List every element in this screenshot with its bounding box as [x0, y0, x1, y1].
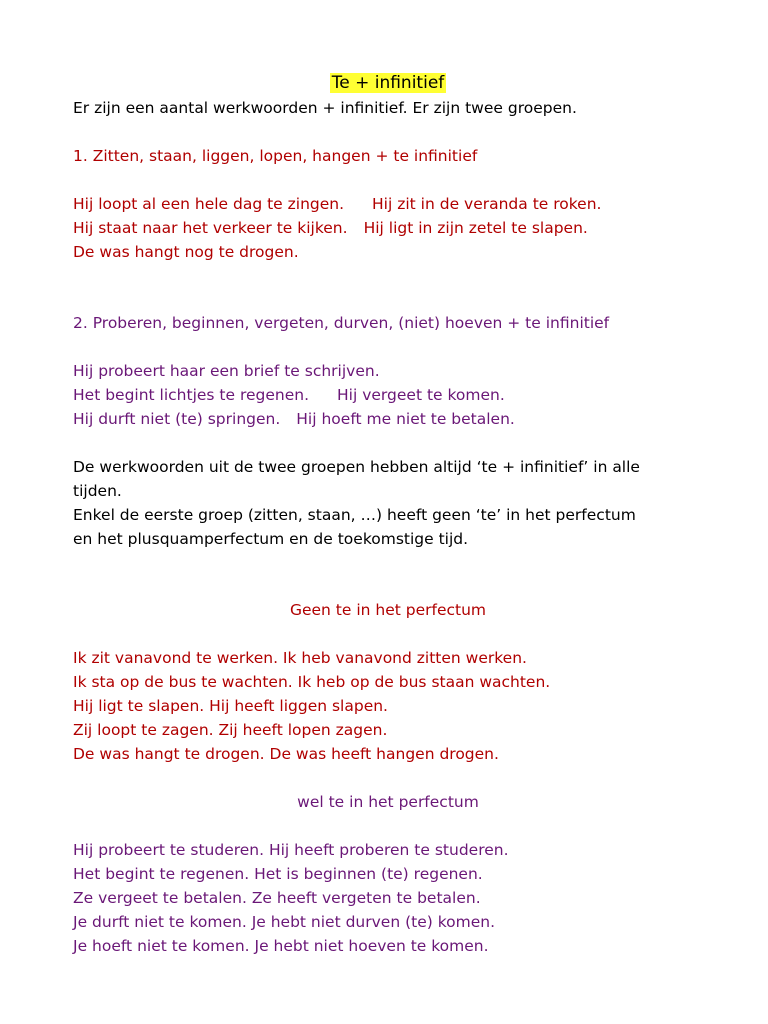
with-te-line-5: Je hoeft niet te komen. Je hebt niet hoeven te komen. [73, 937, 489, 955]
group2-line-2 [73, 383, 703, 407]
sentence: Hij loopt al een hele dag te zingen. [73, 195, 345, 213]
no-te-line-3: Hij ligt te slapen. Hij heeft liggen slapen. [73, 697, 388, 715]
no-te-line-2: Ik sta op de bus te wachten. Ik heb op de bus staan wachten. [73, 673, 551, 691]
explanation-line-1: De werkwoorden uit de twee groepen hebben altijd ‘te + infinitief’ in alle [73, 458, 640, 476]
sentence: Hij vergeet te komen. [337, 386, 505, 404]
group2-line-1 [73, 359, 703, 383]
explanation-line-3: Enkel de eerste groep (zitten, staan, …) heeft geen ‘te’ in het perfectum [73, 506, 636, 524]
sentence: Hij staat naar het verkeer te kijken. [73, 219, 348, 237]
page-title: Te + infinitief [331, 73, 445, 93]
intro-text: Er zijn een aantal werkwoorden + infinitief. Er zijn twee groepen. [73, 99, 577, 117]
title-row [73, 70, 703, 96]
sentence: Hij zit in de veranda te roken. [372, 195, 602, 213]
explanation-line-2: tijden. [73, 482, 122, 500]
document-page [73, 70, 703, 958]
no-te-line-4: Zij loopt te zagen. Zij heeft lopen zagen. [73, 721, 388, 739]
group2-heading: 2. Proberen, beginnen, vergeten, durven, (niet) hoeven + te infinitief [73, 314, 610, 332]
sentence: Het begint lichtjes te regenen. [73, 386, 310, 404]
with-te-line-1: Hij probeert te studeren. Hij heeft proberen te studeren. [73, 841, 509, 859]
sentence: Hij probeert haar een brief te schrijven. [73, 362, 380, 380]
group1-line-3 [73, 240, 703, 264]
sentence: Hij ligt in zijn zetel te slapen. [363, 219, 588, 237]
with-te-line-4: Je durft niet te komen. Je hebt niet durven (te) komen. [73, 913, 496, 931]
sentence: Hij hoeft me niet te betalen. [296, 410, 515, 428]
with-te-line-3: Ze vergeet te betalen. Ze heeft vergeten te betalen. [73, 889, 481, 907]
no-te-line-5: De was hangt te drogen. De was heeft hangen drogen. [73, 745, 499, 763]
sentence: De was hangt nog te drogen. [73, 243, 299, 261]
sentence: Hij durft niet (te) springen. [73, 410, 281, 428]
section-no-te-heading: Geen te in het perfectum [289, 601, 487, 619]
group1-heading: 1. Zitten, staan, liggen, lopen, hangen + te infinitief [73, 147, 478, 165]
group1-line-1 [73, 192, 703, 216]
group2-line-3 [73, 407, 703, 431]
explanation-line-4: en het plusquamperfectum en de toekomstige tijd. [73, 530, 469, 548]
section-with-te-heading: wel te in het perfectum [297, 793, 479, 811]
with-te-line-2: Het begint te regenen. Het is beginnen (te) regenen. [73, 865, 483, 883]
group1-line-2 [73, 216, 703, 240]
no-te-line-1: Ik zit vanavond te werken. Ik heb vanavond zitten werken. [73, 649, 527, 667]
